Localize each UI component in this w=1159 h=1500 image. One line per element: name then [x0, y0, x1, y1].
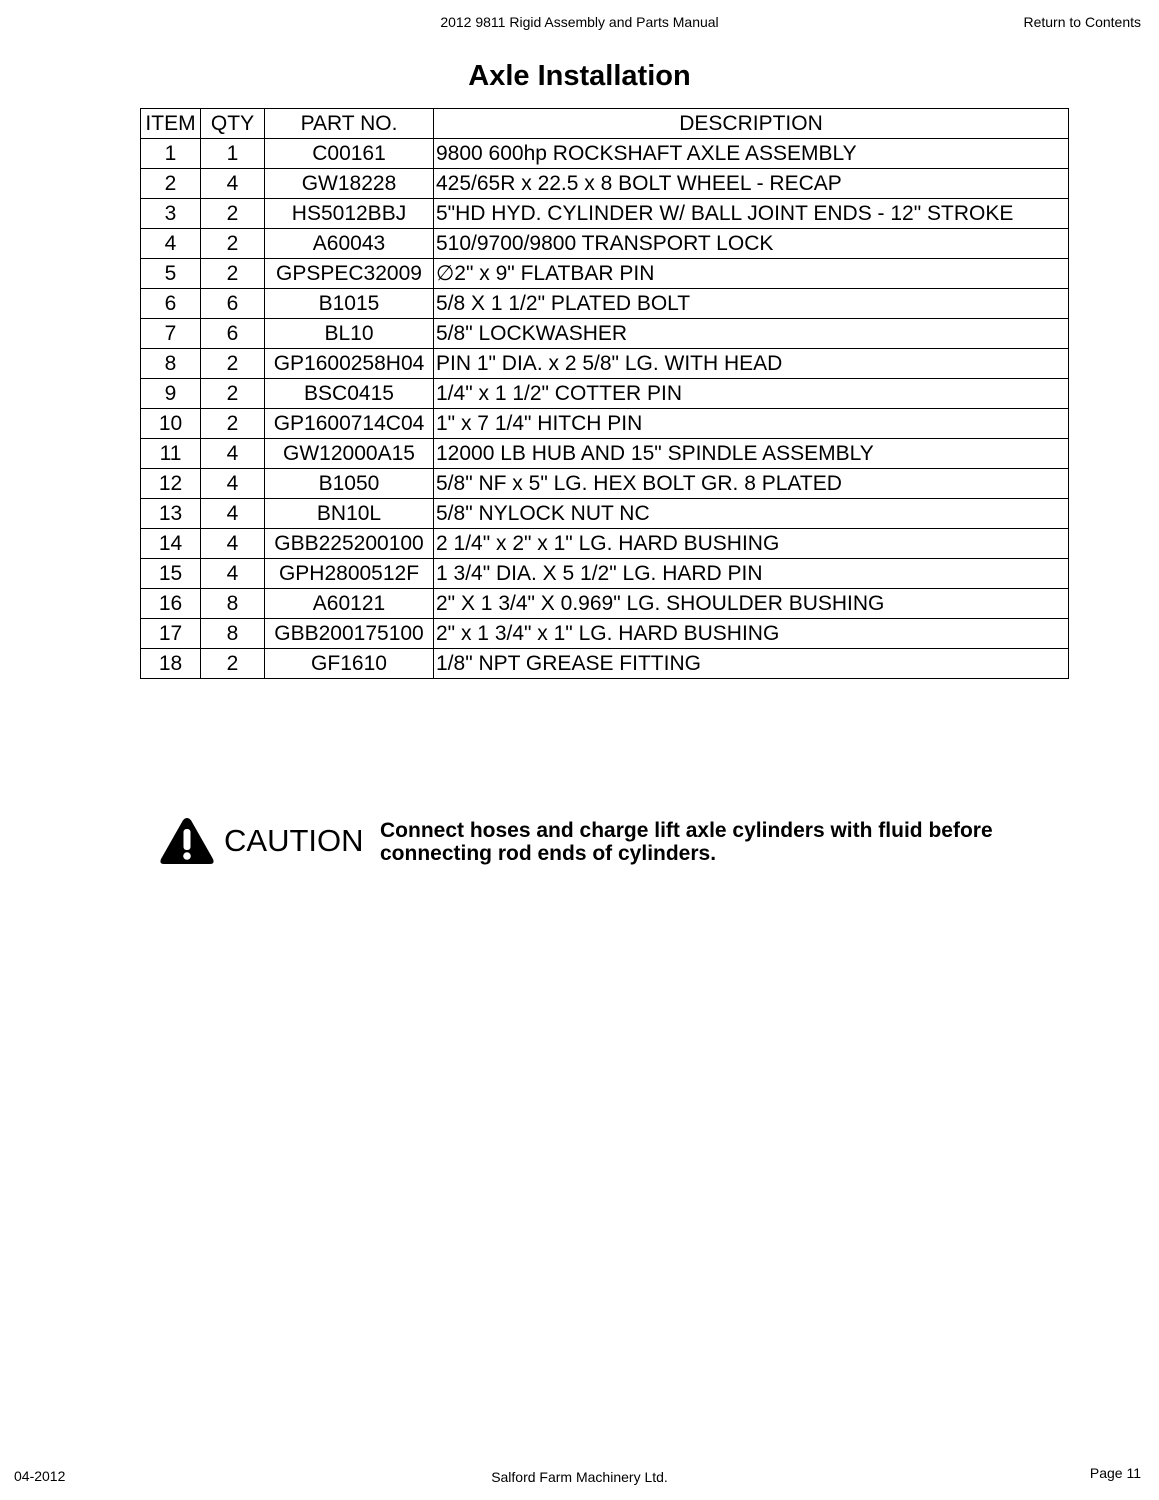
manual-title: 2012 9811 Rigid Assembly and Parts Manual [440, 14, 719, 30]
table-row [141, 469, 1069, 499]
cell-item: 14 [141, 529, 201, 559]
cell-part-no: GF1610 [265, 649, 434, 679]
cell-qty: 4 [201, 499, 265, 529]
cell-qty: 6 [201, 289, 265, 319]
cell-item: 13 [141, 499, 201, 529]
column-header-description: DESCRIPTION [434, 109, 1069, 139]
table-row [141, 499, 1069, 529]
cell-part-no: GW12000A15 [265, 439, 434, 469]
cell-item: 5 [141, 259, 201, 289]
footer-date: 04-2012 [14, 1468, 66, 1484]
cell-qty: 1 [201, 139, 265, 169]
cell-part-no: BSC0415 [265, 379, 434, 409]
cell-description: 5/8 X 1 1/2" PLATED BOLT [434, 289, 1069, 319]
cell-item: 9 [141, 379, 201, 409]
cell-description: 5/8" NYLOCK NUT NC [434, 499, 1069, 529]
cell-qty: 4 [201, 439, 265, 469]
cell-qty: 8 [201, 589, 265, 619]
cell-item: 1 [141, 139, 201, 169]
cell-description: 1" x 7 1/4" HITCH PIN [434, 409, 1069, 439]
cell-part-no: GW18228 [265, 169, 434, 199]
table-row [141, 139, 1069, 169]
cell-part-no: B1050 [265, 469, 434, 499]
table-row [141, 259, 1069, 289]
cell-qty: 6 [201, 319, 265, 349]
table-row [141, 319, 1069, 349]
column-header-item: ITEM [141, 109, 201, 139]
table-row [141, 649, 1069, 679]
cell-item: 18 [141, 649, 201, 679]
caution-label: CAUTION [224, 823, 364, 858]
cell-qty: 8 [201, 619, 265, 649]
cell-part-no: C00161 [265, 139, 434, 169]
table-row [141, 379, 1069, 409]
cell-part-no: GBB200175100 [265, 619, 434, 649]
cell-description: 2 1/4" x 2" x 1" LG. HARD BUSHING [434, 529, 1069, 559]
table-row [141, 589, 1069, 619]
table-row [141, 229, 1069, 259]
cell-part-no: BL10 [265, 319, 434, 349]
cell-qty: 4 [201, 529, 265, 559]
cell-item: 15 [141, 559, 201, 589]
warning-triangle-icon [158, 815, 216, 867]
column-header-part-no: PART NO. [265, 109, 434, 139]
column-header-qty: QTY [201, 109, 265, 139]
cell-description: 2" X 1 3/4" X 0.969" LG. SHOULDER BUSHING [434, 589, 1069, 619]
table-row [141, 349, 1069, 379]
table-row [141, 289, 1069, 319]
cell-part-no: B1015 [265, 289, 434, 319]
cell-item: 16 [141, 589, 201, 619]
table-header-row [141, 109, 1069, 139]
cell-description: 9800 600hp ROCKSHAFT AXLE ASSEMBLY [434, 139, 1069, 169]
cell-qty: 2 [201, 349, 265, 379]
cell-item: 2 [141, 169, 201, 199]
cell-description: PIN 1" DIA. x 2 5/8" LG. WITH HEAD [434, 349, 1069, 379]
cell-part-no: GPSPEC32009 [265, 259, 434, 289]
footer-page-number: Page 11 [1089, 1465, 1141, 1481]
parts-table-body [141, 139, 1069, 679]
table-row [141, 559, 1069, 589]
table-row [141, 619, 1069, 649]
footer-company: Salford Farm Machinery Ltd. [491, 1469, 668, 1485]
table-row [141, 199, 1069, 229]
table-row [141, 529, 1069, 559]
cell-description: 5"HD HYD. CYLINDER W/ BALL JOINT ENDS - 12" STROKE [434, 199, 1069, 229]
cell-qty: 4 [201, 559, 265, 589]
cell-description: 5/8" NF x 5" LG. HEX BOLT GR. 8 PLATED [434, 469, 1069, 499]
parts-table [140, 108, 1069, 679]
cell-part-no: A60043 [265, 229, 434, 259]
cell-part-no: GBB225200100 [265, 529, 434, 559]
cell-item: 11 [141, 439, 201, 469]
cell-item: 10 [141, 409, 201, 439]
cell-item: 7 [141, 319, 201, 349]
cell-description: 425/65R x 22.5 x 8 BOLT WHEEL - RECAP [434, 169, 1069, 199]
cell-description: 510/9700/9800 TRANSPORT LOCK [434, 229, 1069, 259]
cell-description: ∅2" x 9" FLATBAR PIN [434, 259, 1069, 289]
cell-qty: 4 [201, 169, 265, 199]
cell-description: 5/8" LOCKWASHER [434, 319, 1069, 349]
cell-part-no: GP1600714C04 [265, 409, 434, 439]
cell-description: 1/8" NPT GREASE FITTING [434, 649, 1069, 679]
cell-item: 17 [141, 619, 201, 649]
cell-part-no: A60121 [265, 589, 434, 619]
cell-part-no: BN10L [265, 499, 434, 529]
return-to-contents-link[interactable]: Return to Contents [1023, 14, 1141, 30]
table-row [141, 409, 1069, 439]
cell-part-no: HS5012BBJ [265, 199, 434, 229]
cell-item: 4 [141, 229, 201, 259]
cell-description: 1/4" x 1 1/2" COTTER PIN [434, 379, 1069, 409]
cell-description: 2" x 1 3/4" x 1" LG. HARD BUSHING [434, 619, 1069, 649]
cell-qty: 2 [201, 229, 265, 259]
cell-item: 3 [141, 199, 201, 229]
caution-message: Connect hoses and charge lift axle cylinders with fluid before connecting rod ends of cylinders. [380, 819, 993, 865]
cell-qty: 2 [201, 379, 265, 409]
cell-item: 12 [141, 469, 201, 499]
table-row [141, 169, 1069, 199]
cell-qty: 4 [201, 469, 265, 499]
cell-qty: 2 [201, 649, 265, 679]
cell-qty: 2 [201, 259, 265, 289]
cell-description: 12000 LB HUB AND 15" SPINDLE ASSEMBLY [434, 439, 1069, 469]
cell-description: 1 3/4" DIA. X 5 1/2" LG. HARD PIN [434, 559, 1069, 589]
page-title: Axle Installation [468, 60, 691, 92]
cell-part-no: GPH2800512F [265, 559, 434, 589]
cell-qty: 2 [201, 409, 265, 439]
cell-qty: 2 [201, 199, 265, 229]
cell-part-no: GP1600258H04 [265, 349, 434, 379]
cell-item: 6 [141, 289, 201, 319]
table-row [141, 439, 1069, 469]
cell-item: 8 [141, 349, 201, 379]
